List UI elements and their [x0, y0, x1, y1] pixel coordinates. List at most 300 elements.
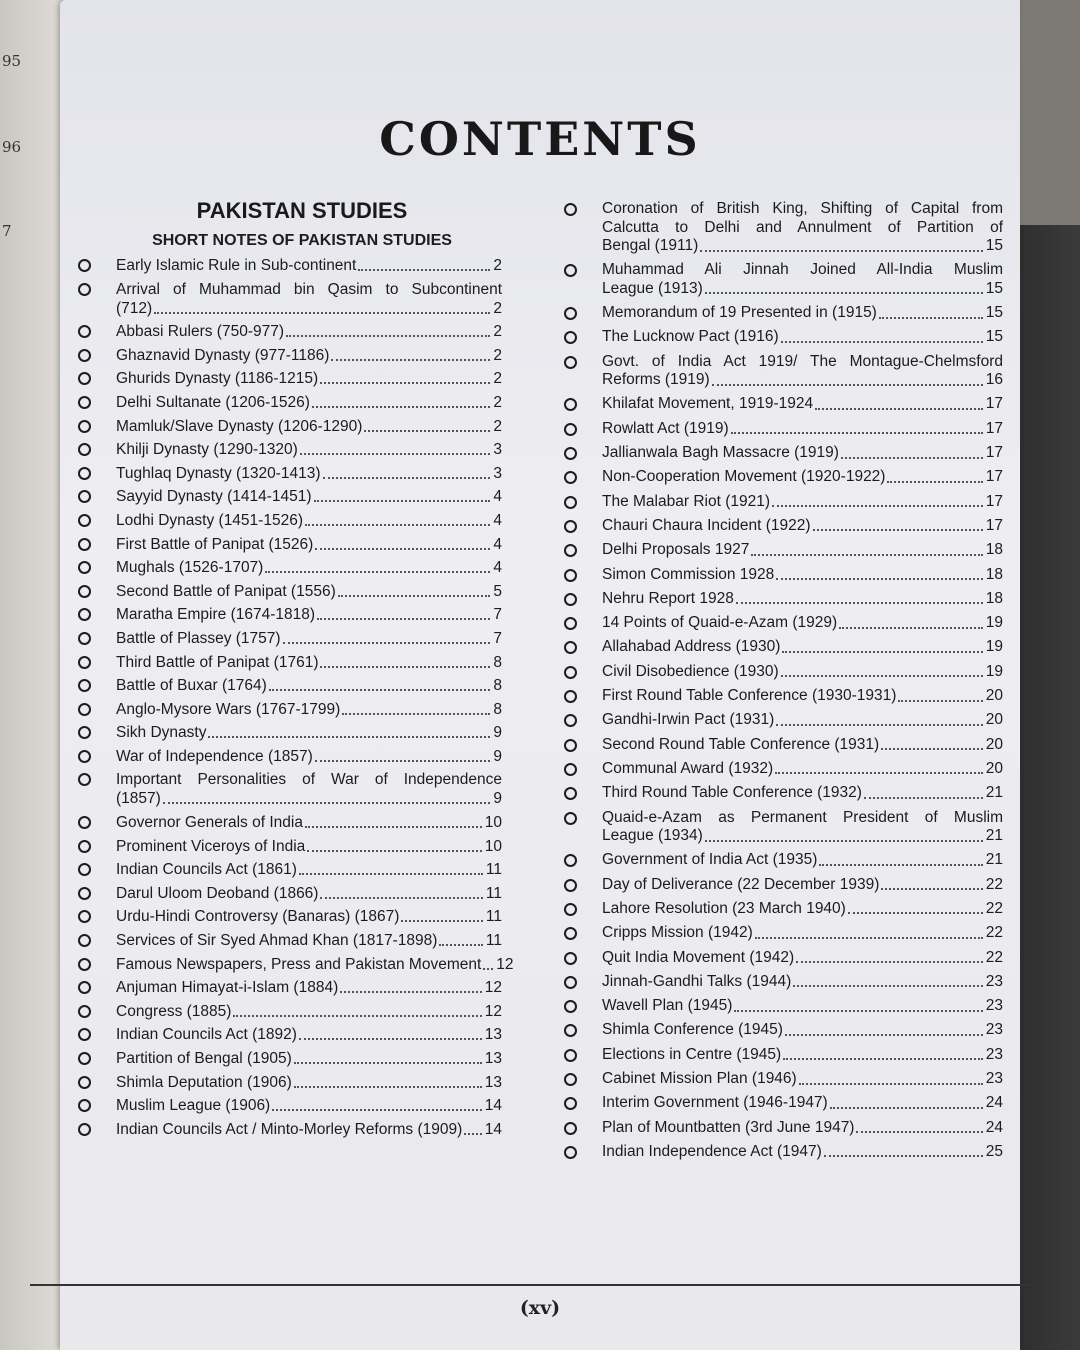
- dot-leader: [881, 888, 982, 890]
- dot-leader: [320, 897, 482, 899]
- toc-entry[interactable]: [72, 322, 502, 341]
- entry-title: [602, 1143, 1003, 1162]
- toc-entry[interactable]: [72, 747, 502, 766]
- entry-page-number: 16: [985, 371, 1003, 389]
- entry-title: [116, 837, 502, 856]
- entry-title: [602, 541, 1003, 560]
- entry-title-text: Congress (1885): [116, 1002, 232, 1020]
- circle-bullet-icon: [78, 958, 91, 971]
- toc-entry[interactable]: [558, 924, 1003, 943]
- toc-entry[interactable]: [558, 261, 1003, 298]
- circle-bullet-icon: [564, 593, 577, 606]
- entry-page-number: 4: [493, 559, 502, 577]
- toc-entry[interactable]: [72, 511, 502, 530]
- entry-page-number: 17: [985, 516, 1003, 534]
- entry-title-text: The Lucknow Pact (1916): [602, 328, 779, 346]
- toc-entry[interactable]: [558, 900, 1003, 919]
- circle-bullet-icon: [78, 981, 91, 994]
- dot-leader: [783, 1058, 983, 1060]
- entry-page-number: 22: [985, 924, 1003, 942]
- toc-entry[interactable]: [72, 653, 502, 672]
- entry-title-continuation: League (1934): [602, 827, 703, 845]
- dot-leader: [154, 312, 490, 314]
- toc-entry[interactable]: [558, 1070, 1003, 1089]
- dot-leader: [283, 642, 491, 644]
- entry-title-text: Allahabad Address (1930): [602, 638, 781, 656]
- entry-title: [116, 676, 502, 695]
- entry-title-text: Simon Commission 1928: [602, 565, 775, 583]
- circle-bullet-icon: [78, 750, 91, 763]
- toc-entry[interactable]: [72, 535, 502, 554]
- entry-title-continuation: Bengal (1911): [602, 237, 699, 254]
- entry-title-text: Khilji Dynasty (1290-1320): [116, 441, 298, 459]
- dot-leader: [751, 554, 982, 556]
- entry-title: [602, 468, 1003, 487]
- circle-bullet-icon: [78, 467, 91, 480]
- entry-page-number: 3: [493, 441, 502, 459]
- entry-title-text: Abbasi Rulers (750-977): [116, 323, 285, 341]
- circle-bullet-icon: [564, 1000, 577, 1013]
- entry-title: [116, 978, 502, 997]
- circle-bullet-icon: [564, 927, 577, 940]
- entry-page-number: 2: [493, 370, 502, 388]
- entry-title: [116, 393, 502, 412]
- entry-title-line: Quaid-e-Azam as Permanent President of Muslim: [602, 808, 1003, 826]
- entry-page-number: 2: [493, 393, 502, 411]
- entry-title-text: Anglo-Mysore Wars (1767-1799): [116, 700, 341, 718]
- toc-entry[interactable]: [72, 860, 502, 879]
- entry-page-number: 14: [484, 1120, 502, 1138]
- circle-bullet-icon: [78, 840, 91, 853]
- toc-entry[interactable]: [72, 955, 514, 974]
- entry-title: [116, 747, 502, 766]
- entry-title-text: Famous Newspapers, Press and Pakistan Movement: [116, 955, 482, 973]
- toc-entry[interactable]: [558, 444, 1003, 463]
- entry-title: [602, 304, 1003, 323]
- entry-page-number: 2: [493, 257, 502, 274]
- entry-title: [602, 736, 1003, 755]
- entry-title-text: Ghurids Dynasty (1186-1215): [116, 370, 319, 388]
- toc-entry[interactable]: [558, 851, 1003, 870]
- entry-title-text: Mughals (1526-1707): [116, 559, 264, 577]
- toc-entry[interactable]: [558, 468, 1003, 487]
- circle-bullet-icon: [78, 396, 91, 409]
- toc-entry[interactable]: [558, 353, 1003, 390]
- entry-title-text: Wavell Plan (1945): [602, 997, 733, 1015]
- toc-entry[interactable]: [558, 395, 1003, 414]
- entry-title: [116, 464, 502, 483]
- entry-page-number: 12: [496, 955, 514, 973]
- entry-title-text: Indian Independence Act (1947): [602, 1142, 822, 1160]
- toc-entry[interactable]: [72, 417, 502, 436]
- circle-bullet-icon: [78, 283, 91, 296]
- entry-title-text: First Battle of Panipat (1526): [116, 535, 314, 553]
- toc-entry[interactable]: [558, 200, 1003, 256]
- entry-page-number: 11: [485, 861, 502, 879]
- entry-title-text: Battle of Plassey (1757): [116, 629, 281, 647]
- entry-second-line: [602, 371, 1003, 390]
- toc-entry[interactable]: [558, 420, 1003, 439]
- entry-title-text: Cabinet Mission Plan (1946): [602, 1070, 797, 1087]
- toc-entry[interactable]: [558, 736, 1003, 755]
- circle-bullet-icon: [564, 496, 577, 509]
- entry-title: [602, 614, 1003, 633]
- entry-title: [602, 420, 1003, 439]
- dot-leader: [272, 1109, 482, 1111]
- entry-title: [602, 949, 1003, 968]
- entry-page-number: 2: [493, 417, 502, 435]
- entry-second-line: [602, 827, 1003, 846]
- circle-bullet-icon: [78, 887, 91, 900]
- footer-rule: [30, 1284, 1040, 1286]
- toc-entry[interactable]: [72, 884, 502, 903]
- entry-title-line: Coronation of British King, Shifting of Capital from Calcutta to Delhi and Annulment of Partition of: [602, 200, 1003, 236]
- dot-leader: [314, 500, 491, 502]
- toc-entry[interactable]: [558, 809, 1003, 846]
- entry-title-text: Lahore Resolution (23 March 1940): [602, 899, 846, 917]
- entry-page-number: 17: [985, 492, 1003, 510]
- circle-bullet-icon: [78, 420, 91, 433]
- dot-leader: [305, 826, 482, 828]
- entry-page-number: 21: [985, 784, 1003, 802]
- toc-entry[interactable]: [72, 1049, 502, 1068]
- entry-title: [116, 280, 502, 318]
- dot-leader: [233, 1015, 481, 1017]
- toc-entry[interactable]: [558, 687, 1003, 706]
- toc-entry[interactable]: [558, 517, 1003, 536]
- entry-title: [602, 638, 1003, 657]
- toc-entry[interactable]: [72, 280, 502, 318]
- toc-entry[interactable]: [72, 1073, 502, 1092]
- dot-leader: [712, 384, 983, 386]
- entry-title: [602, 1094, 1003, 1113]
- entry-title: [116, 582, 502, 601]
- toc-entry[interactable]: [72, 487, 502, 506]
- entry-title-text: Cripps Mission (1942): [602, 924, 753, 942]
- entry-page-number: 19: [985, 614, 1003, 632]
- entry-page-number: 11: [485, 908, 502, 926]
- entry-page-number: 4: [493, 511, 502, 529]
- dot-leader: [781, 341, 983, 343]
- entry-second-line: [116, 789, 502, 808]
- entry-title-line: Govt. of India Act 1919/ The Montague-Chelmsford: [602, 352, 1003, 370]
- circle-bullet-icon: [78, 1052, 91, 1065]
- dot-leader: [881, 748, 983, 750]
- entry-page-number: 14: [484, 1097, 502, 1115]
- toc-entry[interactable]: [558, 1094, 1003, 1113]
- dot-leader: [830, 1107, 983, 1109]
- dot-leader: [317, 618, 490, 620]
- toc-entry[interactable]: [72, 700, 502, 719]
- toc-entry[interactable]: [558, 1046, 1003, 1065]
- entry-title-text: Jinnah-Gandhi Talks (1944): [602, 972, 792, 990]
- circle-bullet-icon: [564, 763, 577, 776]
- dot-leader: [299, 873, 483, 875]
- entry-title-text: Mamluk/Slave Dynasty (1206-1290): [116, 417, 363, 435]
- entry-title: [602, 997, 1003, 1016]
- circle-bullet-icon: [564, 471, 577, 484]
- dot-leader: [265, 571, 490, 573]
- toc-entry[interactable]: [72, 978, 502, 997]
- entry-title-text: Interim Government (1946-1947): [602, 1094, 828, 1112]
- entry-title-text: Indian Councils Act (1892): [116, 1026, 297, 1044]
- dot-leader: [705, 292, 983, 294]
- entry-title-text: Shimla Deputation (1906): [116, 1073, 292, 1091]
- dot-leader: [887, 481, 982, 483]
- toc-entry[interactable]: [558, 949, 1003, 968]
- toc-entry[interactable]: [558, 663, 1003, 682]
- toc-entry[interactable]: [558, 493, 1003, 512]
- toc-entry[interactable]: [72, 558, 502, 577]
- entry-title: [116, 860, 502, 879]
- toc-entry[interactable]: [72, 1120, 502, 1139]
- entry-page-number: 15: [985, 328, 1003, 346]
- circle-bullet-icon: [78, 325, 91, 338]
- circle-bullet-icon: [78, 816, 91, 829]
- circle-bullet-icon: [564, 690, 577, 703]
- dot-leader: [312, 406, 490, 408]
- dot-leader: [772, 505, 983, 507]
- page-title: CONTENTS: [379, 112, 701, 166]
- circle-bullet-icon: [564, 879, 577, 892]
- entry-title: [602, 566, 1003, 585]
- entry-title: [116, 884, 502, 903]
- entry-title: [116, 322, 502, 341]
- dot-leader: [483, 968, 493, 970]
- circle-bullet-icon: [78, 561, 91, 574]
- entry-title-text: Delhi Sultanate (1206-1526): [116, 393, 310, 411]
- entry-title-text: Urdu-Hindi Controversy (Banaras) (1867): [116, 908, 400, 926]
- toc-entry[interactable]: [558, 1021, 1003, 1040]
- toc-entry[interactable]: [72, 464, 502, 483]
- toc-entry[interactable]: [558, 614, 1003, 633]
- margin-note: 7: [2, 222, 12, 240]
- circle-bullet-icon: [78, 1099, 91, 1112]
- entry-title: [602, 973, 1003, 992]
- entry-title-text: Governor Generals of India: [116, 814, 303, 832]
- toc-entry[interactable]: [558, 711, 1003, 730]
- entry-title-text: Memorandum of 19 Presented in (1915): [602, 304, 877, 322]
- circle-bullet-icon: [78, 773, 91, 786]
- entry-title-text: Non-Cooperation Movement (1920-1922): [602, 468, 886, 486]
- entry-title-text: Maratha Empire (1674-1818): [116, 606, 316, 624]
- right-column: [558, 200, 1003, 1167]
- dot-leader: [208, 736, 490, 738]
- toc-entry[interactable]: [558, 973, 1003, 992]
- toc-entry[interactable]: [558, 1143, 1003, 1162]
- entry-title: [602, 395, 1003, 414]
- circle-bullet-icon: [564, 398, 577, 411]
- entry-page-number: 11: [485, 884, 502, 902]
- circle-bullet-icon: [78, 443, 91, 456]
- circle-bullet-icon: [564, 1024, 577, 1037]
- entry-title: [116, 605, 502, 624]
- toc-entry[interactable]: [72, 1096, 502, 1115]
- entry-page-number: 12: [484, 1002, 502, 1020]
- entry-page-number: 19: [985, 662, 1003, 680]
- toc-entry[interactable]: [72, 629, 502, 648]
- toc-entry[interactable]: [558, 760, 1003, 779]
- dot-leader: [776, 578, 982, 580]
- entry-page-number: 12: [484, 979, 502, 997]
- dot-leader: [819, 864, 982, 866]
- toc-entry[interactable]: [72, 1002, 502, 1021]
- dot-leader: [848, 912, 983, 914]
- toc-entry[interactable]: [558, 304, 1003, 323]
- entry-page-number: 4: [493, 535, 502, 553]
- toc-entry[interactable]: [72, 907, 502, 926]
- circle-bullet-icon: [78, 585, 91, 598]
- entry-page-number: 10: [484, 814, 502, 832]
- entry-title-text: Khilafat Movement, 1919-1924: [602, 395, 814, 413]
- dot-leader: [286, 335, 490, 337]
- dot-leader: [163, 802, 491, 804]
- toc-entry[interactable]: [72, 1025, 502, 1044]
- toc-entry[interactable]: [72, 723, 502, 742]
- entry-title-text: Third Battle of Panipat (1761): [116, 653, 319, 671]
- circle-bullet-icon: [564, 812, 577, 825]
- entry-title: [602, 784, 1003, 803]
- circle-bullet-icon: [564, 264, 577, 277]
- entry-title: [116, 629, 502, 648]
- toc-entry[interactable]: [72, 676, 502, 695]
- dot-leader: [340, 991, 482, 993]
- entry-title: [116, 256, 502, 275]
- dot-leader: [338, 595, 491, 597]
- entry-page-number: 17: [985, 468, 1003, 486]
- circle-bullet-icon: [564, 544, 577, 557]
- dot-leader: [307, 850, 481, 852]
- entry-page-number: 2: [493, 323, 502, 341]
- entry-title: [602, 353, 1003, 390]
- entry-title-text: The Malabar Riot (1921): [602, 492, 770, 510]
- toc-entry[interactable]: [72, 440, 502, 459]
- toc-entry[interactable]: [558, 566, 1003, 585]
- entry-page-number: 4: [493, 488, 502, 506]
- toc-entry[interactable]: [558, 638, 1003, 657]
- circle-bullet-icon: [78, 538, 91, 551]
- toc-entry[interactable]: [72, 393, 502, 412]
- entry-title: [602, 851, 1003, 870]
- entry-page-number: 20: [985, 759, 1003, 777]
- entry-title: [116, 1049, 502, 1068]
- entry-title-text: Elections in Centre (1945): [602, 1045, 782, 1063]
- dot-leader: [331, 359, 490, 361]
- circle-bullet-icon: [78, 632, 91, 645]
- entry-title-text: Rowlatt Act (1919): [602, 419, 729, 437]
- circle-bullet-icon: [78, 934, 91, 947]
- entry-title-text: Prominent Viceroys of India: [116, 837, 306, 855]
- entry-title-text: Battle of Buxar (1764): [116, 677, 267, 695]
- circle-bullet-icon: [564, 903, 577, 916]
- entry-page-number: 20: [985, 735, 1003, 753]
- entry-title: [602, 328, 1003, 347]
- entry-title-text: Second Battle of Panipat (1556): [116, 582, 336, 600]
- entry-page-number: 13: [484, 1050, 502, 1067]
- circle-bullet-icon: [78, 656, 91, 669]
- circle-bullet-icon: [78, 372, 91, 385]
- entry-page-number: 3: [493, 464, 502, 482]
- toc-entry[interactable]: [558, 1119, 1003, 1138]
- toc-entry[interactable]: [558, 784, 1003, 803]
- toc-entry[interactable]: [72, 369, 502, 388]
- entry-page-number: 8: [493, 677, 502, 695]
- toc-entry[interactable]: [72, 931, 502, 950]
- circle-bullet-icon: [564, 569, 577, 582]
- entry-title: [602, 900, 1003, 919]
- dot-leader: [755, 937, 983, 939]
- circle-bullet-icon: [564, 203, 577, 216]
- entry-page-number: 20: [985, 687, 1003, 705]
- dot-leader: [776, 724, 982, 726]
- toc-entry[interactable]: [72, 346, 502, 365]
- dot-leader: [401, 920, 482, 922]
- entry-title-line: Arrival of Muhammad bin Qasim to Subcontinent: [116, 280, 502, 298]
- toc-entry[interactable]: [558, 590, 1003, 609]
- dot-leader: [815, 408, 983, 410]
- toc-entry[interactable]: [558, 328, 1003, 347]
- page-number: (xv): [519, 1297, 561, 1319]
- entry-title-text: Plan of Mountbatten (3rd June 1947): [602, 1118, 855, 1136]
- circle-bullet-icon: [564, 641, 577, 654]
- entry-page-number: 23: [985, 1070, 1003, 1087]
- toc-entry[interactable]: [72, 582, 502, 601]
- entry-title: [602, 517, 1003, 536]
- toc-entry[interactable]: [558, 876, 1003, 895]
- dot-leader: [358, 269, 490, 271]
- toc-entry[interactable]: [72, 813, 502, 832]
- entry-title-text: Civil Disobedience (1930): [602, 662, 779, 680]
- entry-title: [602, 876, 1003, 895]
- entry-page-number: 9: [493, 724, 502, 742]
- toc-entry[interactable]: [72, 605, 502, 624]
- entry-title-text: Gandhi-Irwin Pact (1931): [602, 711, 775, 729]
- dot-leader: [856, 1131, 982, 1133]
- dot-leader: [824, 1155, 983, 1157]
- dot-leader: [879, 317, 983, 319]
- dot-leader: [269, 689, 491, 691]
- toc-entry[interactable]: [558, 541, 1003, 560]
- entry-title: [602, 663, 1003, 682]
- entry-page-number: 25: [985, 1142, 1003, 1160]
- toc-entry[interactable]: [72, 837, 502, 856]
- entry-title-text: Sikh Dynasty: [116, 724, 207, 742]
- toc-entry[interactable]: [558, 997, 1003, 1016]
- toc-entry[interactable]: [72, 256, 502, 275]
- circle-bullet-icon: [78, 1076, 91, 1089]
- circle-bullet-icon: [564, 447, 577, 460]
- toc-entry[interactable]: [72, 770, 502, 808]
- entry-title: [602, 760, 1003, 779]
- dot-leader: [294, 1086, 482, 1088]
- circle-bullet-icon: [78, 679, 91, 692]
- entry-title-text: Quit India Movement (1942): [602, 948, 795, 966]
- circle-bullet-icon: [78, 514, 91, 527]
- circle-bullet-icon: [78, 863, 91, 876]
- entry-page-number: 21: [985, 827, 1003, 845]
- entry-title: [602, 1046, 1003, 1065]
- entry-title: [116, 487, 502, 506]
- entry-title: [602, 1070, 1003, 1089]
- entry-title: [116, 417, 502, 436]
- right-entry-list: [558, 200, 1003, 1161]
- entry-page-number: 23: [985, 997, 1003, 1015]
- entry-page-number: 23: [985, 972, 1003, 990]
- circle-bullet-icon: [564, 952, 577, 965]
- entry-page-number: 17: [985, 444, 1003, 462]
- entry-title-text: Services of Sir Syed Ahmad Khan (1817-1898): [116, 932, 438, 950]
- entry-title-line: Muhammad Ali Jinnah Joined All-India Muslim: [602, 261, 1003, 279]
